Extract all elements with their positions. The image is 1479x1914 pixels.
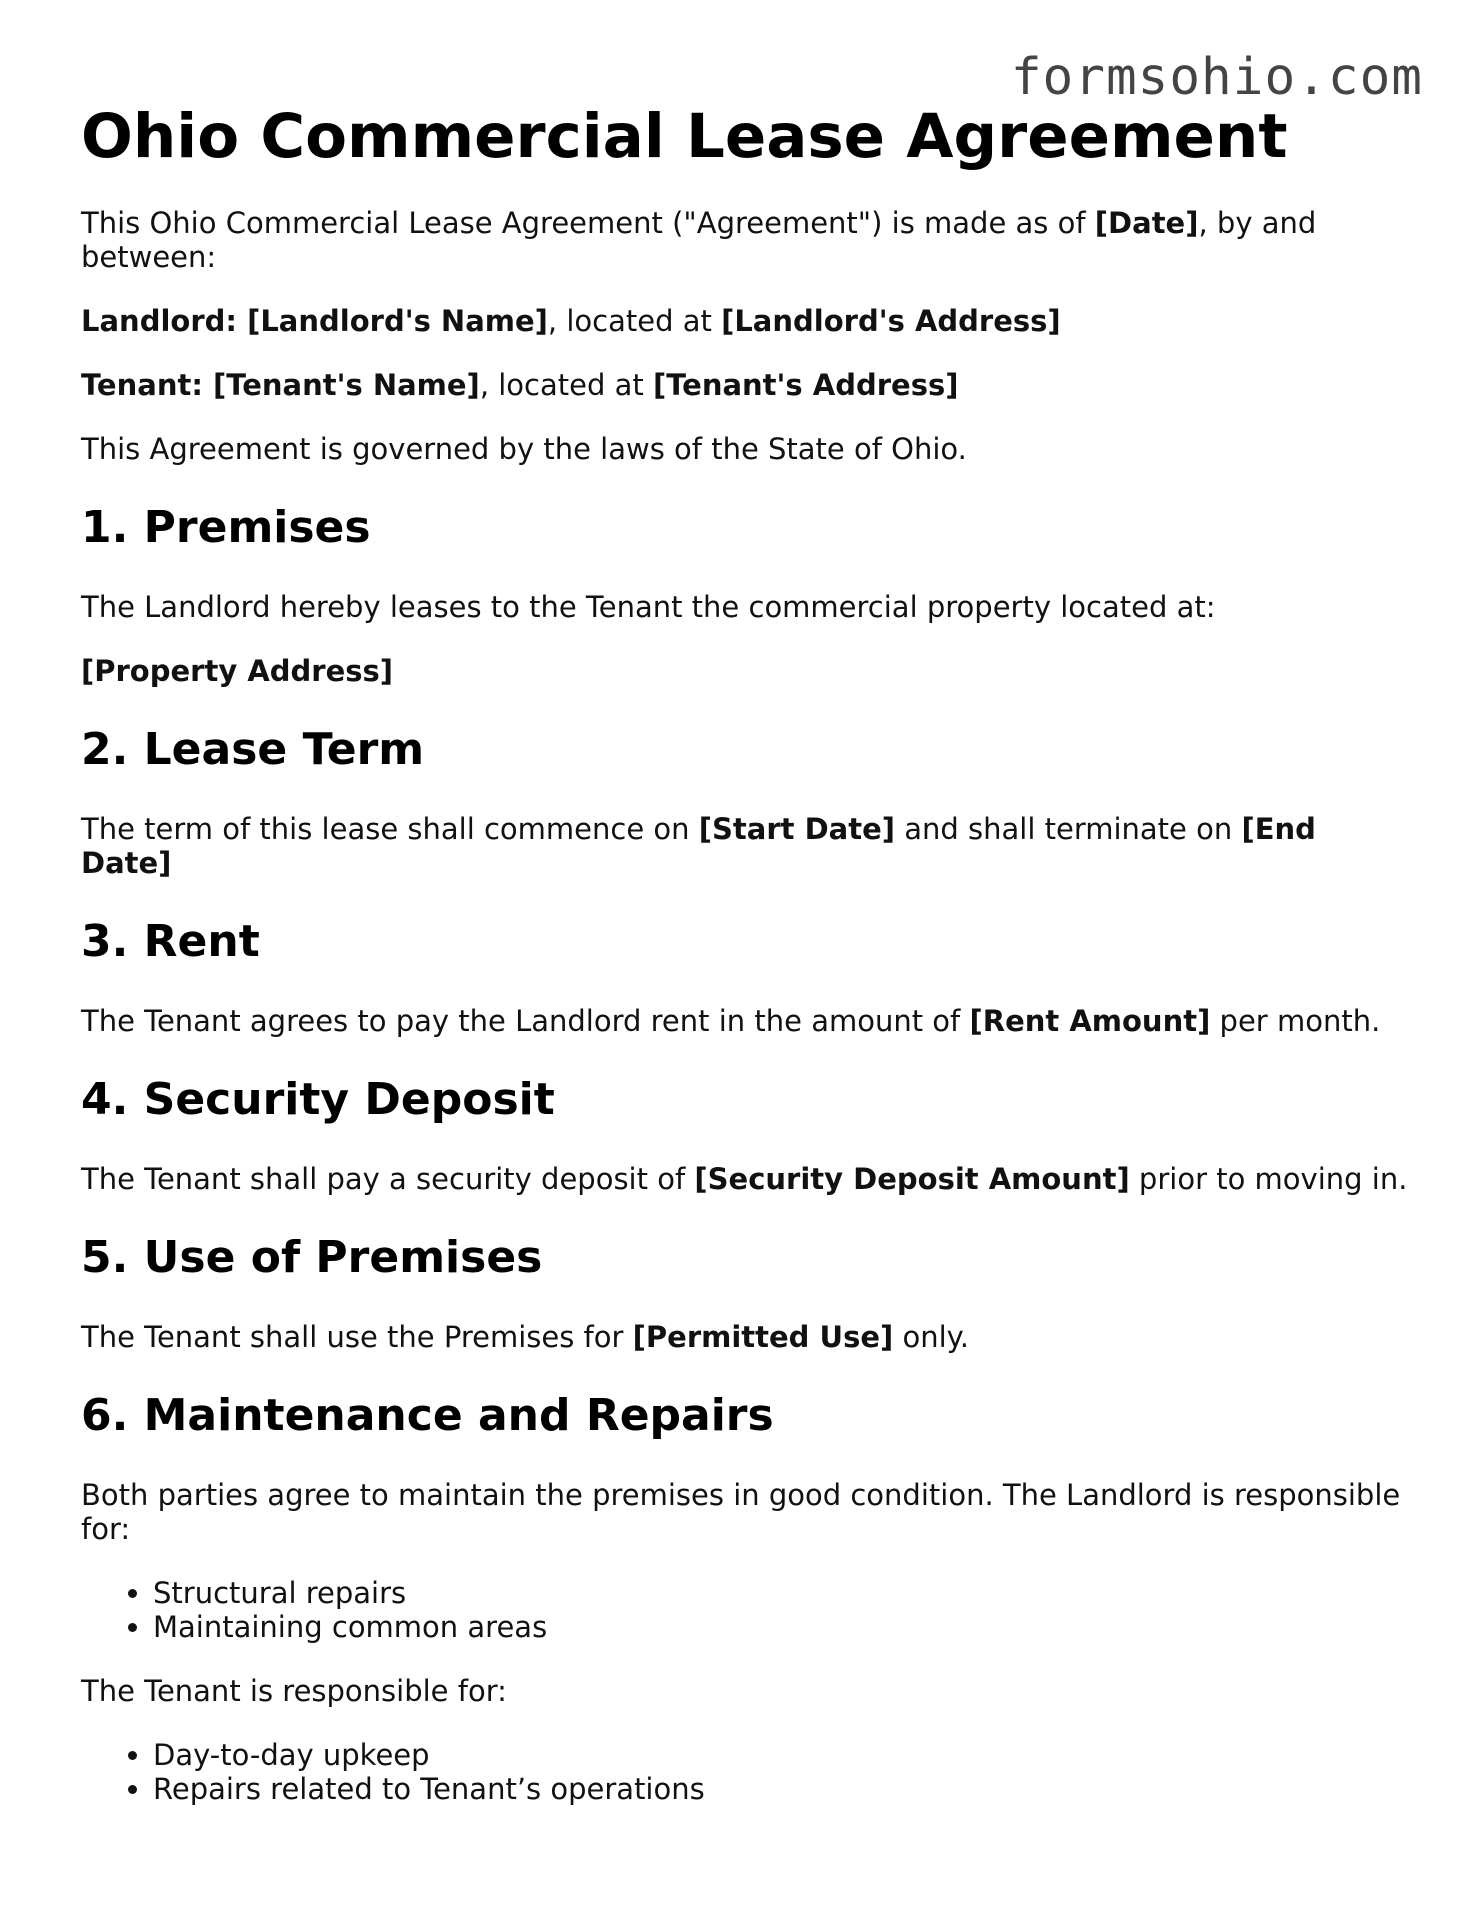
deposit-amount-placeholder: [Security Deposit Amount] — [694, 1162, 1130, 1196]
lease-term-paragraph — [81, 812, 1411, 880]
term-text-mid: and shall terminate on — [895, 812, 1242, 846]
list-item: • Day-to-day upkeep — [153, 1738, 1411, 1772]
tenant-located-text: , located at — [479, 368, 653, 402]
permitted-use-placeholder: [Permitted Use] — [632, 1320, 894, 1354]
section-heading-premises: 1. Premises — [81, 502, 371, 553]
deposit-text: The Tenant shall pay a security deposit of — [81, 1162, 695, 1196]
rent-paragraph — [81, 1004, 1411, 1038]
landlord-paragraph — [81, 304, 1411, 338]
start-date-placeholder: [Start Date] — [698, 812, 896, 846]
landlord-name-placeholder: Landlord: [Landlord's Name] — [81, 304, 548, 338]
property-address-paragraph — [81, 654, 1411, 688]
rent-text: The Tenant agrees to pay the Landlord rent in the amount of — [81, 1004, 970, 1038]
tenant-responsibilities-list — [81, 1738, 1411, 1806]
intro-text: This Ohio Commercial Lease Agreement ("Agreement") is made as of — [81, 206, 1095, 240]
term-text: The term of this lease shall commence on — [81, 812, 699, 846]
deposit-text-end: prior to moving in. — [1129, 1162, 1408, 1196]
rent-text-end: per month. — [1210, 1004, 1381, 1038]
use-text: The Tenant shall use the Premises for — [81, 1320, 633, 1354]
intro-paragraph — [81, 206, 1411, 274]
governing-law-paragraph: This Agreement is governed by the laws of the State of Ohio. — [81, 432, 967, 466]
landlord-responsibilities-list — [81, 1576, 1411, 1644]
list-item: • Maintaining common areas — [153, 1610, 1411, 1644]
tenant-address-placeholder: [Tenant's Address] — [652, 368, 959, 402]
tenant-name-placeholder: Tenant: [Tenant's Name] — [81, 368, 480, 402]
maintenance-landlord-paragraph: Both parties agree to maintain the premises in good condition. The Landlord is responsible for: — [81, 1478, 1401, 1546]
deposit-paragraph — [81, 1162, 1411, 1196]
section-heading-rent: 3. Rent — [81, 916, 260, 967]
landlord-located-text: , located at — [547, 304, 722, 338]
document-page — [81, 100, 1411, 1836]
intro-text-end: , by and between: — [81, 206, 1317, 274]
agreement-date-placeholder: [Date] — [1094, 206, 1199, 240]
use-text-end: only. — [893, 1320, 969, 1354]
use-paragraph — [81, 1320, 1411, 1354]
landlord-address-placeholder: [Landlord's Address] — [721, 304, 1061, 338]
tenant-paragraph — [81, 368, 1411, 402]
list-item: • Structural repairs — [153, 1576, 1411, 1610]
premises-paragraph: The Landlord hereby leases to the Tenant the commercial property located at: — [81, 590, 1216, 624]
property-address-placeholder: [Property Address] — [81, 654, 394, 688]
list-item: • Repairs related to Tenant’s operations — [153, 1772, 1411, 1806]
maintenance-tenant-paragraph: The Tenant is responsible for: — [81, 1674, 507, 1708]
rent-amount-placeholder: [Rent Amount] — [969, 1004, 1211, 1038]
section-heading-lease-term: 2. Lease Term — [81, 724, 425, 775]
section-heading-maintenance: 6. Maintenance and Repairs — [81, 1390, 774, 1441]
site-watermark: formsohio.com — [1010, 48, 1423, 107]
end-date-placeholder: [End Date] — [81, 812, 1316, 880]
document-title: Ohio Commercial Lease Agreement — [81, 101, 1288, 172]
section-heading-security-deposit: 4. Security Deposit — [81, 1074, 555, 1125]
section-heading-use-of-premises: 5. Use of Premises — [81, 1232, 543, 1283]
